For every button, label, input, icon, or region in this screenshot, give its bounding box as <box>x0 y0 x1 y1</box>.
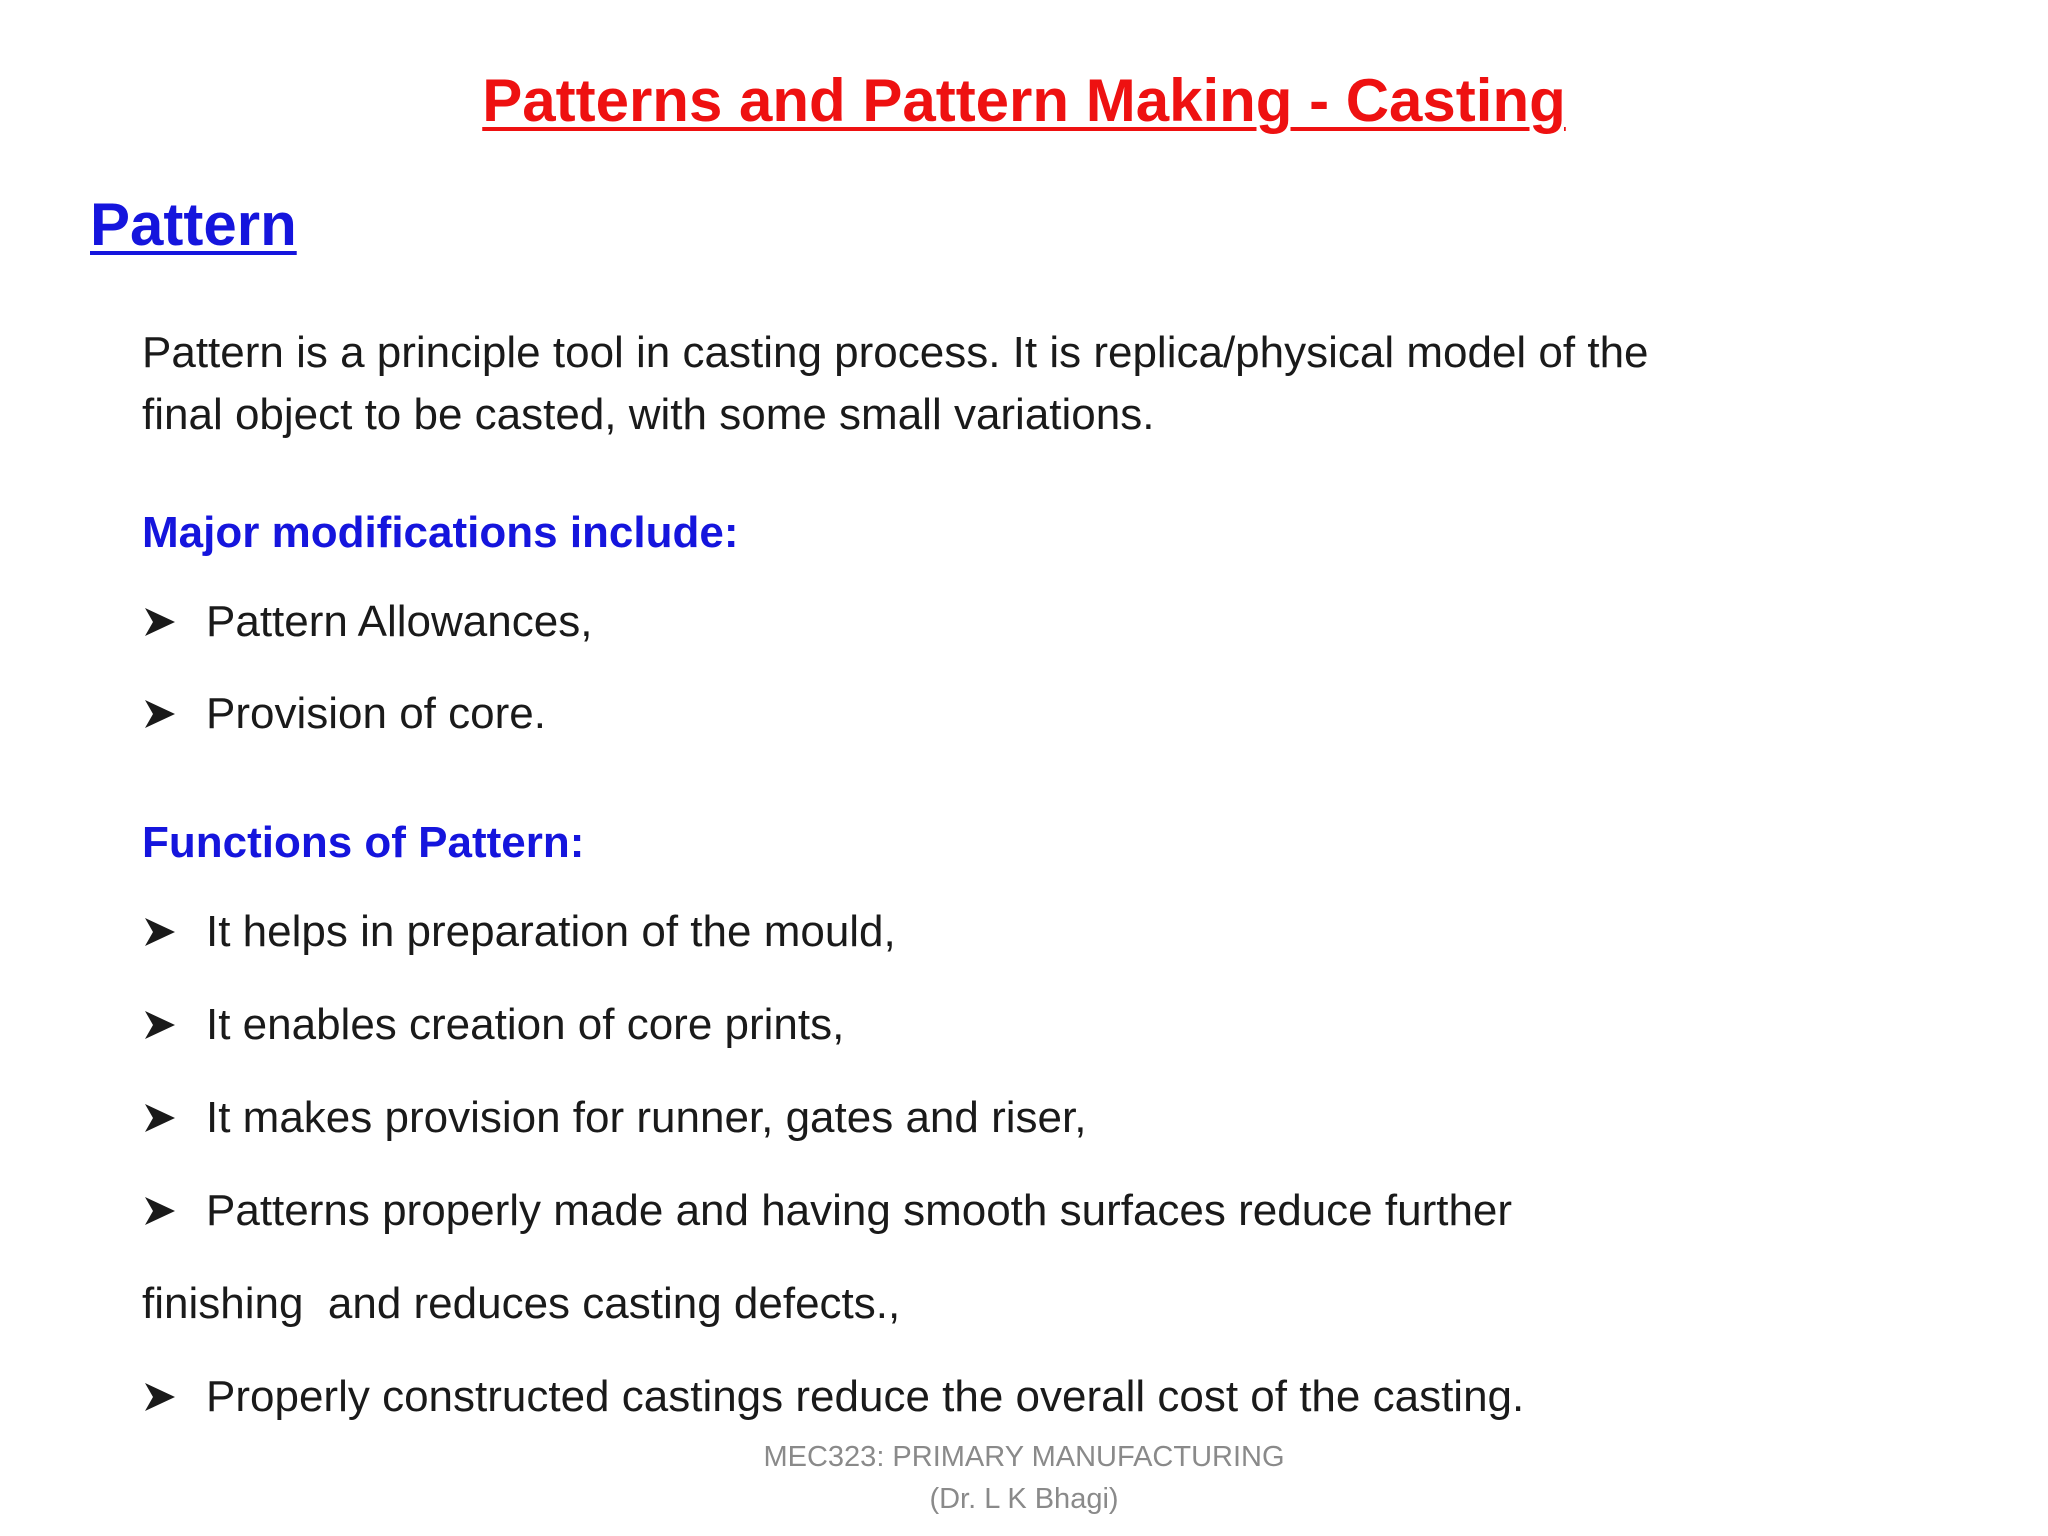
list-item-text: It helps in preparation of the mould, <box>206 907 896 956</box>
list-item-text: It makes provision for runner, gates and riser, <box>206 1093 1087 1142</box>
list-item-text: Patterns properly made and having smooth surfaces reduce further <box>206 1186 1513 1235</box>
footer-course: MEC323: PRIMARY MANUFACTURING <box>763 1441 1285 1473</box>
slide-footer <box>0 1436 2048 1520</box>
list-item <box>142 904 896 960</box>
arrowhead-bullet-icon <box>142 1007 178 1043</box>
list-item <box>142 997 844 1053</box>
slide-title: Patterns and Pattern Making - Casting <box>482 67 1566 134</box>
arrowhead-bullet-icon <box>142 1193 178 1229</box>
footer-author: (Dr. L K Bhagi) <box>929 1483 1119 1515</box>
list-item <box>142 1369 1524 1425</box>
arrowhead-bullet-icon <box>142 696 178 732</box>
list-item-continuation: finishing and reduces casting defects., <box>142 1279 901 1328</box>
arrowhead-bullet-icon <box>142 1100 178 1136</box>
intro-line-1: Pattern is a principle tool in casting process. It is replica/physical model of the <box>142 328 1649 377</box>
intro-line-2: final object to be casted, with some small variations. <box>142 390 1155 439</box>
section-heading-pattern: Pattern <box>90 191 297 258</box>
list-item <box>142 594 592 650</box>
list-item-text: Pattern Allowances, <box>206 597 593 646</box>
arrowhead-bullet-icon <box>142 604 178 640</box>
intro-paragraph <box>142 322 1862 446</box>
list-item-text: Properly constructed castings reduce the overall cost of the casting. <box>206 1372 1525 1421</box>
functions-heading: Functions of Pattern: <box>142 818 585 867</box>
list-item-text: Provision of core. <box>206 689 546 738</box>
list-item <box>142 1090 1086 1146</box>
list-item <box>142 686 546 742</box>
arrowhead-bullet-icon <box>142 914 178 950</box>
list-item <box>142 1183 1512 1239</box>
list-item-text: It enables creation of core prints, <box>206 1000 845 1049</box>
arrowhead-bullet-icon <box>142 1379 178 1415</box>
modifications-heading: Major modifications include: <box>142 508 739 557</box>
